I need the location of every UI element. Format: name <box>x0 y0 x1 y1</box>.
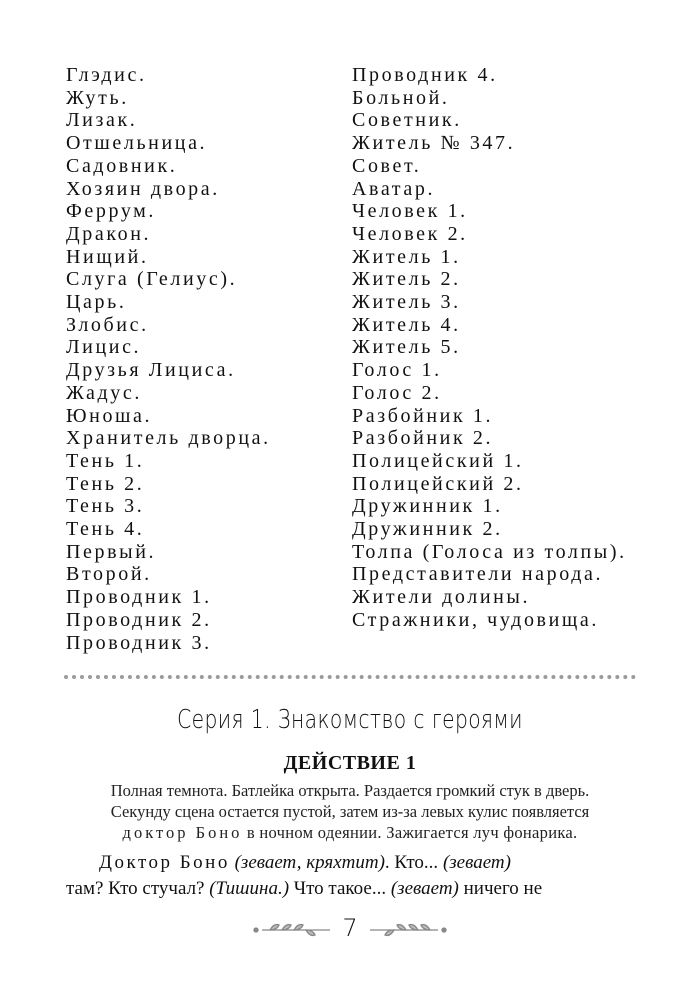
cast-member: Тень 3. <box>66 495 145 518</box>
cast-member: Проводник 3. <box>66 631 212 654</box>
cast-member: Разбойник 2. <box>352 427 494 450</box>
cast-member: Жуть. <box>66 86 129 109</box>
cast-member: Разбойник 1. <box>352 404 494 427</box>
cast-member: Житель 3. <box>352 291 461 314</box>
cast-member: Житель 2. <box>352 268 461 291</box>
cast-member: Полицейский 1. <box>352 449 524 472</box>
page-number: 7 <box>342 914 358 942</box>
series-title: Серия 1. Знакомство с героями <box>177 705 523 735</box>
cast-member: Глэдис. <box>66 64 147 86</box>
cast-member: Дружинник 1. <box>352 495 503 518</box>
cast-member: Голос 2. <box>352 381 442 404</box>
stage-direction-line: Полная темнота. Батлейка открыта. Раздается громкий стук в дверь. <box>110 781 590 800</box>
cast-member: Лизак. <box>66 109 138 132</box>
stage-direction <box>62 780 638 843</box>
remark: (зевает) <box>390 878 459 899</box>
dialog-text: Что такое... <box>289 878 391 899</box>
cast-member: Больной. <box>352 86 450 109</box>
cast-member: Толпа (Голоса из толпы). <box>352 540 627 563</box>
speaker-name: Доктор Боно <box>99 852 230 873</box>
cast-member: Тень 4. <box>66 518 145 541</box>
cast-member: Проводник 1. <box>66 586 212 609</box>
cast-member: Второй. <box>66 563 152 586</box>
cast-member: Царь. <box>66 291 127 314</box>
cast-member: Житель 1. <box>352 245 461 268</box>
cast-member: Житель 4. <box>352 313 461 336</box>
cast-member: Хранитель дворца. <box>66 427 271 450</box>
stage-direction-line <box>62 822 638 843</box>
cast-member: Жадус. <box>66 381 142 404</box>
cast-member: Дружинник 2. <box>352 518 503 541</box>
cast-member: Феррум. <box>66 200 157 223</box>
cast-member: Жители долины. <box>352 586 531 609</box>
cast-member: Житель 5. <box>352 336 461 359</box>
cast-member: Тень 2. <box>66 472 145 495</box>
stage-direction-text: в ночном одеянии. Зажигается луч фонарика. <box>242 823 578 842</box>
cast-member: Отшельница. <box>66 132 208 155</box>
character-name: доктор Боно <box>122 823 243 842</box>
cast-member: Стражники, чудовища. <box>352 608 599 631</box>
cast-list-left <box>66 64 271 654</box>
cast-member: Юноша. <box>66 404 153 427</box>
cast-member: Советник. <box>352 109 462 132</box>
cast-member: Первый. <box>66 540 157 563</box>
cast-member: Человек 1. <box>352 200 468 223</box>
cast-member: Полицейский 2. <box>352 472 524 495</box>
page-footer <box>0 912 700 948</box>
dialog-text: ничего не <box>458 878 543 899</box>
cast-member: Совет. <box>352 154 422 177</box>
dialog-text: . Кто... <box>384 852 443 873</box>
cast-member: Представители народа. <box>352 563 604 586</box>
cast-member: Тень 1. <box>66 449 145 472</box>
leaf-ornament-right-icon <box>368 922 448 938</box>
remark: (зевает, кряхтит) <box>234 852 385 873</box>
cast-member: Нищий. <box>66 245 149 268</box>
cast-member: Житель № 347. <box>352 132 516 155</box>
cast-member: Человек 2. <box>352 222 468 245</box>
cast-member: Садовник. <box>66 154 178 177</box>
cast-member: Дракон. <box>66 222 152 245</box>
cast-member: Друзья Лициса. <box>66 359 236 382</box>
remark: (зевает) <box>442 852 511 873</box>
cast-member: Лицис. <box>66 336 142 359</box>
stage-direction-line: Секунду сцена остается пустой, затем из-за левых кулис появляется <box>110 802 590 821</box>
remark: (Тишина.) <box>209 878 290 899</box>
cast-member: Слуга (Гелиус). <box>66 268 238 291</box>
dialog-line <box>66 876 636 902</box>
dialog-line <box>66 850 636 876</box>
cast-member: Голос 1. <box>352 359 442 382</box>
dotted-divider <box>64 675 636 679</box>
dialog-paragraph <box>66 850 636 902</box>
dialog-text: там? Кто стучал? <box>66 878 210 899</box>
cast-member: Злобис. <box>66 313 149 336</box>
cast-member: Проводник 4. <box>352 64 498 86</box>
cast-member: Хозяин двора. <box>66 177 220 200</box>
action-title: ДЕЙСТВИЕ 1 <box>283 752 417 774</box>
cast-member: Проводник 2. <box>66 608 212 631</box>
cast-member: Аватар. <box>352 177 436 200</box>
cast-list-right <box>352 64 627 632</box>
